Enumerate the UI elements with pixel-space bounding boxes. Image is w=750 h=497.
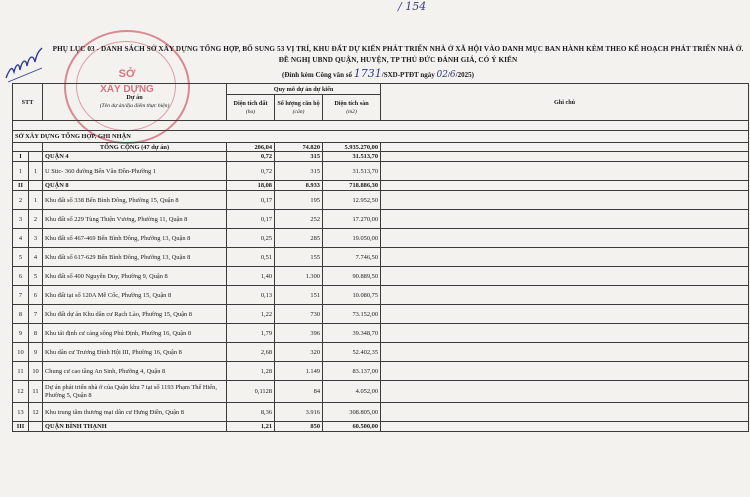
header-land-area-unit: (ha) <box>245 108 256 115</box>
row-notes <box>381 191 749 210</box>
row-notes <box>381 210 749 229</box>
table-row <box>13 403 749 422</box>
row-notes <box>381 362 749 381</box>
row-project-name: Khu đất số 338 Bến Bình Đông, Phường 15, Quận 8 <box>43 191 227 210</box>
row-floor-area: 60.500,00 <box>323 422 381 432</box>
row-stt: 1 <box>13 162 29 181</box>
subtitle-prefix: (Đính kèm Công văn số <box>282 71 353 79</box>
row-notes <box>381 381 749 403</box>
row-project-name: Khu đất dự án Khu dân cư Rạch Lào, Phường 15, Quận 8 <box>43 305 227 324</box>
header-land-area-label: Diện tích đất <box>233 99 268 107</box>
row-land-area: 18,08 <box>227 181 275 191</box>
row-units: 850 <box>275 422 323 432</box>
row-project-name: Khu dân cư Trương Đình Hội III, Phường 16, Quận 8 <box>43 343 227 362</box>
row-sub-stt: 12 <box>29 403 43 422</box>
row-land-area: 1,28 <box>227 362 275 381</box>
row-stt: III <box>13 422 29 432</box>
row-land-area: 1,22 <box>227 305 275 324</box>
row-units: 3.916 <box>275 403 323 422</box>
row-land-area: 0,51 <box>227 248 275 267</box>
total-land: 206,04 <box>227 143 275 152</box>
row-notes <box>381 248 749 267</box>
table-row <box>13 191 749 210</box>
header-units <box>275 95 323 121</box>
row-stt: 7 <box>13 286 29 305</box>
row-stt: 6 <box>13 267 29 286</box>
row-project-name: Khu đất số 229 Tùng Thiện Vương, Phường 11, Quận 8 <box>43 210 227 229</box>
row-units: 1.149 <box>275 362 323 381</box>
document-title: PHỤ LỤC 03 - DANH SÁCH SỞ XÂY DỰNG TỔNG HỢP, BỔ SUNG 53 VỊ TRÍ, KHU ĐẤT DỰ KIẾN PHÁT TRIỂN NHÀ Ở XÃ HỘI VÀO DANH MỤC BAN HÀNH KÈM THEO KẾ HOẠCH PHÁT TRIỂN NHÀ Ở. ĐỀ NGHỊ UBND QUẬN, HUYỆN, TP THỦ ĐỨC ĐÁNH GIÁ, CÓ Ý KIẾN <box>52 45 744 64</box>
row-stt: 8 <box>13 305 29 324</box>
table-row <box>13 210 749 229</box>
row-land-area: 0,72 <box>227 162 275 181</box>
row-floor-area: 31.513,70 <box>323 152 381 162</box>
header-floor-area-label: Diện tích sàn <box>334 99 369 107</box>
row-floor-area: 31.513,70 <box>323 162 381 181</box>
row-floor-area: 83.137,00 <box>323 362 381 381</box>
project-table <box>12 83 749 432</box>
row-sub-stt <box>29 422 43 432</box>
row-notes <box>381 286 749 305</box>
row-floor-area: 52.402,35 <box>323 343 381 362</box>
row-project-name: QUẬN BÌNH THẠNH <box>43 422 227 432</box>
row-floor-area: 73.152,00 <box>323 305 381 324</box>
row-notes <box>381 152 749 162</box>
row-sub-stt: 8 <box>29 324 43 343</box>
row-stt: 13 <box>13 403 29 422</box>
row-project-name: Khu đất tại số 120A Mễ Cốc, Phường 15, Quận 8 <box>43 286 227 305</box>
row-notes <box>381 181 749 191</box>
group-row <box>13 181 749 191</box>
row-project-name: QUẬN 8 <box>43 181 227 191</box>
document-subtitle: (Đính kèm Công văn số 1731/SXD-PTĐT ngày 02/6/2025) <box>282 67 474 80</box>
row-stt: 10 <box>13 343 29 362</box>
row-floor-area: 7.746,50 <box>323 248 381 267</box>
header-units-unit: (căn) <box>292 108 305 115</box>
header-land-area <box>227 95 275 121</box>
row-sub-stt: 3 <box>29 229 43 248</box>
row-sub-stt: 7 <box>29 305 43 324</box>
row-units: 252 <box>275 210 323 229</box>
row-land-area: 1,79 <box>227 324 275 343</box>
row-sub-stt: 9 <box>29 343 43 362</box>
row-project-name: Khu tái định cư cảng sông Phú Định, Phường 16, Quận 8 <box>43 324 227 343</box>
total-row <box>13 143 749 152</box>
header-stt: STT <box>13 84 43 121</box>
row-floor-area: 12.952,50 <box>323 191 381 210</box>
row-stt: 11 <box>13 362 29 381</box>
row-notes <box>381 162 749 181</box>
group-row <box>13 422 749 432</box>
row-units: 151 <box>275 286 323 305</box>
row-units: 1.300 <box>275 267 323 286</box>
row-stt: I <box>13 152 29 162</box>
row-land-area: 0,13 <box>227 286 275 305</box>
group-row <box>13 152 749 162</box>
row-sub-stt: 2 <box>29 210 43 229</box>
date-day: 02 <box>436 70 448 80</box>
total-label: TỔNG CỘNG (47 dự án) <box>43 143 227 152</box>
row-notes <box>381 267 749 286</box>
table-body <box>13 121 749 432</box>
row-project-name: Khu đất số 400 Nguyễn Duy, Phường 9, Quận 8 <box>43 267 227 286</box>
total-units: 74.820 <box>275 143 323 152</box>
row-land-area: 2,68 <box>227 343 275 362</box>
row-sub-stt: 4 <box>29 248 43 267</box>
row-project-name: Khu trung tâm thương mại dân cư Hưng Điền, Quận 8 <box>43 403 227 422</box>
row-sub-stt: 10 <box>29 362 43 381</box>
row-notes <box>381 324 749 343</box>
header-project-label: Dự án <box>126 94 143 101</box>
row-stt: 12 <box>13 381 29 403</box>
row-project-name: Khu đất số 617-629 Bến Bình Đông, Phường 13, Quận 8 <box>43 248 227 267</box>
subtitle-suffix: /2025) <box>455 71 474 79</box>
row-units: 396 <box>275 324 323 343</box>
row-units: 84 <box>275 381 323 403</box>
subtitle-mid: /SXD-PTĐT ngày <box>381 71 435 79</box>
total-notes <box>381 143 749 152</box>
row-sub-stt <box>29 152 43 162</box>
row-sub-stt: 6 <box>29 286 43 305</box>
total-stt <box>13 143 43 152</box>
row-land-area: 0,72 <box>227 152 275 162</box>
header-scale-group: Quy mô dự án dự kiến <box>227 84 381 95</box>
row-units: 155 <box>275 248 323 267</box>
row-stt: 9 <box>13 324 29 343</box>
row-units: 315 <box>275 152 323 162</box>
row-sub-stt: 1 <box>29 191 43 210</box>
row-stt: 3 <box>13 210 29 229</box>
row-floor-area: 19.050,00 <box>323 229 381 248</box>
stamp-text-top: SỞ <box>118 68 136 80</box>
row-project-name: QUẬN 4 <box>43 152 227 162</box>
table-row <box>13 381 749 403</box>
row-stt: 4 <box>13 229 29 248</box>
row-land-area: 0,1128 <box>227 381 275 403</box>
row-units: 730 <box>275 305 323 324</box>
row-floor-area: 308.805,00 <box>323 403 381 422</box>
handwritten-annotation-top <box>398 0 426 13</box>
row-notes <box>381 422 749 432</box>
table-row <box>13 305 749 324</box>
header-floor-area-unit: (m2) <box>346 108 357 115</box>
table-row <box>13 248 749 267</box>
row-land-area: 1,21 <box>227 422 275 432</box>
row-floor-area: 90.889,50 <box>323 267 381 286</box>
empty-spacer-row <box>13 121 749 131</box>
row-stt: II <box>13 181 29 191</box>
row-notes <box>381 403 749 422</box>
table-row <box>13 267 749 286</box>
header-floor-area <box>323 95 381 121</box>
row-sub-stt <box>29 181 43 191</box>
header-project <box>43 84 227 121</box>
row-land-area: 0,17 <box>227 210 275 229</box>
header-project-sub: (Tên dự án/địa điểm thực hiện) <box>99 103 170 109</box>
row-sub-stt: 11 <box>29 381 43 403</box>
section-title: SỞ XÂY DỰNG TỔNG HỢP, GHI NHẬN <box>13 131 749 143</box>
header-units-label: Số lượng căn hộ <box>277 99 320 107</box>
row-project-name: Khu đất số 467-469 Bến Bình Đông, Phường 13, Quận 8 <box>43 229 227 248</box>
stamp-text-mid: XÂY DỰNG <box>100 84 154 95</box>
row-project-name: Chung cư cao tầng An Sinh, Phường 4, Quận 8 <box>43 362 227 381</box>
row-units: 320 <box>275 343 323 362</box>
row-units: 195 <box>275 191 323 210</box>
row-stt: 2 <box>13 191 29 210</box>
row-land-area: 0,17 <box>227 191 275 210</box>
row-floor-area: 718.886,30 <box>323 181 381 191</box>
row-project-name: Dự án phát triển nhà ở của Quận khu 7 tại số 1193 Phạm Thế Hiển, Phường 5, Quận 8 <box>43 381 227 403</box>
row-floor-area: 4.052,00 <box>323 381 381 403</box>
table-row <box>13 229 749 248</box>
row-land-area: 0,25 <box>227 229 275 248</box>
total-floor: 5.935.270,00 <box>323 143 381 152</box>
handwritten-number: / 154 <box>398 0 427 13</box>
row-units: 285 <box>275 229 323 248</box>
table-row <box>13 343 749 362</box>
table-row <box>13 286 749 305</box>
row-floor-area: 10.080,75 <box>323 286 381 305</box>
row-floor-area: 39.348,70 <box>323 324 381 343</box>
header-notes: Ghi chú <box>381 84 749 121</box>
dispatch-number: 1731 <box>353 67 382 80</box>
row-project-name: U Stic- 360 đường Bến Vân Đồn-Phường 1 <box>43 162 227 181</box>
row-land-area: 8,36 <box>227 403 275 422</box>
table-row <box>13 162 749 181</box>
row-units: 315 <box>275 162 323 181</box>
table-row <box>13 324 749 343</box>
row-notes <box>381 305 749 324</box>
table-row <box>13 362 749 381</box>
row-units: 8.933 <box>275 181 323 191</box>
row-land-area: 1,40 <box>227 267 275 286</box>
row-notes <box>381 343 749 362</box>
row-notes <box>381 229 749 248</box>
row-floor-area: 17.270,00 <box>323 210 381 229</box>
date-month: 6 <box>449 70 456 80</box>
row-sub-stt: 1 <box>29 162 43 181</box>
row-sub-stt: 5 <box>29 267 43 286</box>
row-stt: 5 <box>13 248 29 267</box>
handwritten-initials-graphic <box>2 38 46 86</box>
